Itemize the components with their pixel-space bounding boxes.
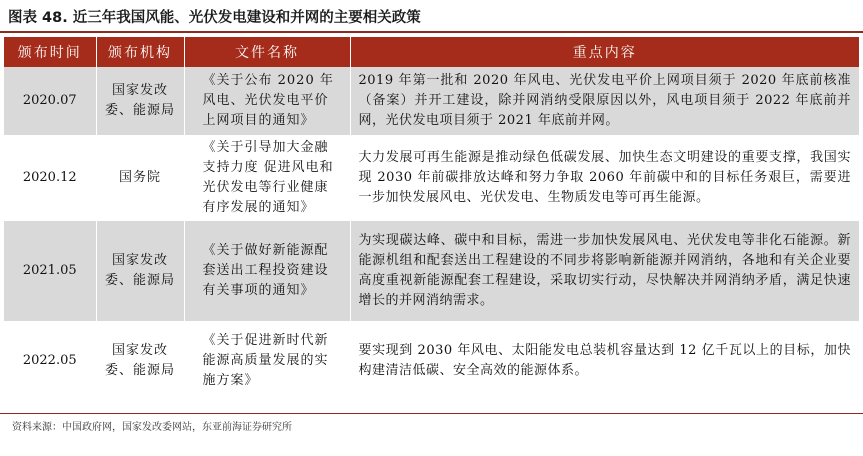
row-doc-name: 《关于做好新能源配套送出工程投资建设有关事项的通知》: [184, 221, 350, 321]
row-key-content: 为实现碳达峰、碳中和目标，需进一步加快发展风电、光伏发电等非化石能源。新能源机组和配套送出工程建设的不同步将影响新能源并网消纳，各地和有关企业要高度重视新能源配套工程建设，采取切实行动，尽快解决并网消纳矛盾，满足快速增长的并网消纳需求。: [350, 221, 859, 321]
row-date: 2021.05: [4, 221, 96, 321]
row-doc-name: 《关于公布 2020 年风电、光伏发电平价上网项目的通知》: [184, 67, 350, 135]
table-bottom-rule: [0, 413, 863, 414]
header-doc: 文件名称: [184, 37, 350, 67]
table-row: [4, 321, 859, 401]
row-org: 国务院: [96, 135, 184, 221]
header-org: 颁布机构: [96, 37, 184, 67]
table-row: [4, 221, 859, 321]
row-date: 2020.07: [4, 67, 96, 135]
row-key-content: 2019 年第一批和 2020 年风电、光伏发电平价上网项目须于 2020 年底前核准（备案）并开工建设，除并网消纳受限原因以外，风电项目须于 2022 年底前并网，光伏发电项目须于 2021 年底前并网。: [350, 67, 859, 135]
row-date: 2022.05: [4, 321, 96, 401]
row-date: 2020.12: [4, 135, 96, 221]
header-date: 颁布时间: [4, 37, 96, 67]
row-doc-name: 《关于引导加大金融支持力度 促进风电和光伏发电等行业健康有序发展的通知》: [184, 135, 350, 221]
figure-title: 图表 48. 近三年我国风能、光伏发电建设和并网的主要相关政策: [8, 10, 421, 26]
table-row: [4, 67, 859, 135]
row-key-content: 要实现到 2030 年风电、太阳能发电总装机容量达到 12 亿千瓦以上的目标，加快构建清洁低碳、安全高效的能源体系。: [350, 321, 859, 401]
row-org: 国家发改委、能源局: [96, 67, 184, 135]
row-doc-name: 《关于促进新时代新能源高质量发展的实施方案》: [184, 321, 350, 401]
row-key-content: 大力发展可再生能源是推动绿色低碳发展、加快生态文明建设的重要支撑，我国实现 2030 年前碳排放达峰和努力争取 2060 年前碳中和的目标任务艰巨，需要进一步加快发展风电、光伏发电、生物质发电等可再生能源。: [350, 135, 859, 221]
header-content: 重点内容: [350, 37, 859, 67]
source-note: 资料来源：中国政府网，国家发改委网站，东亚前海证券研究所: [12, 422, 292, 433]
table-row: [4, 135, 859, 221]
row-org: 国家发改委、能源局: [96, 221, 184, 321]
policy-table: [4, 37, 859, 401]
table-header-row: [4, 37, 859, 67]
title-divider: [0, 31, 863, 33]
row-org: 国家发改委、能源局: [96, 321, 184, 401]
